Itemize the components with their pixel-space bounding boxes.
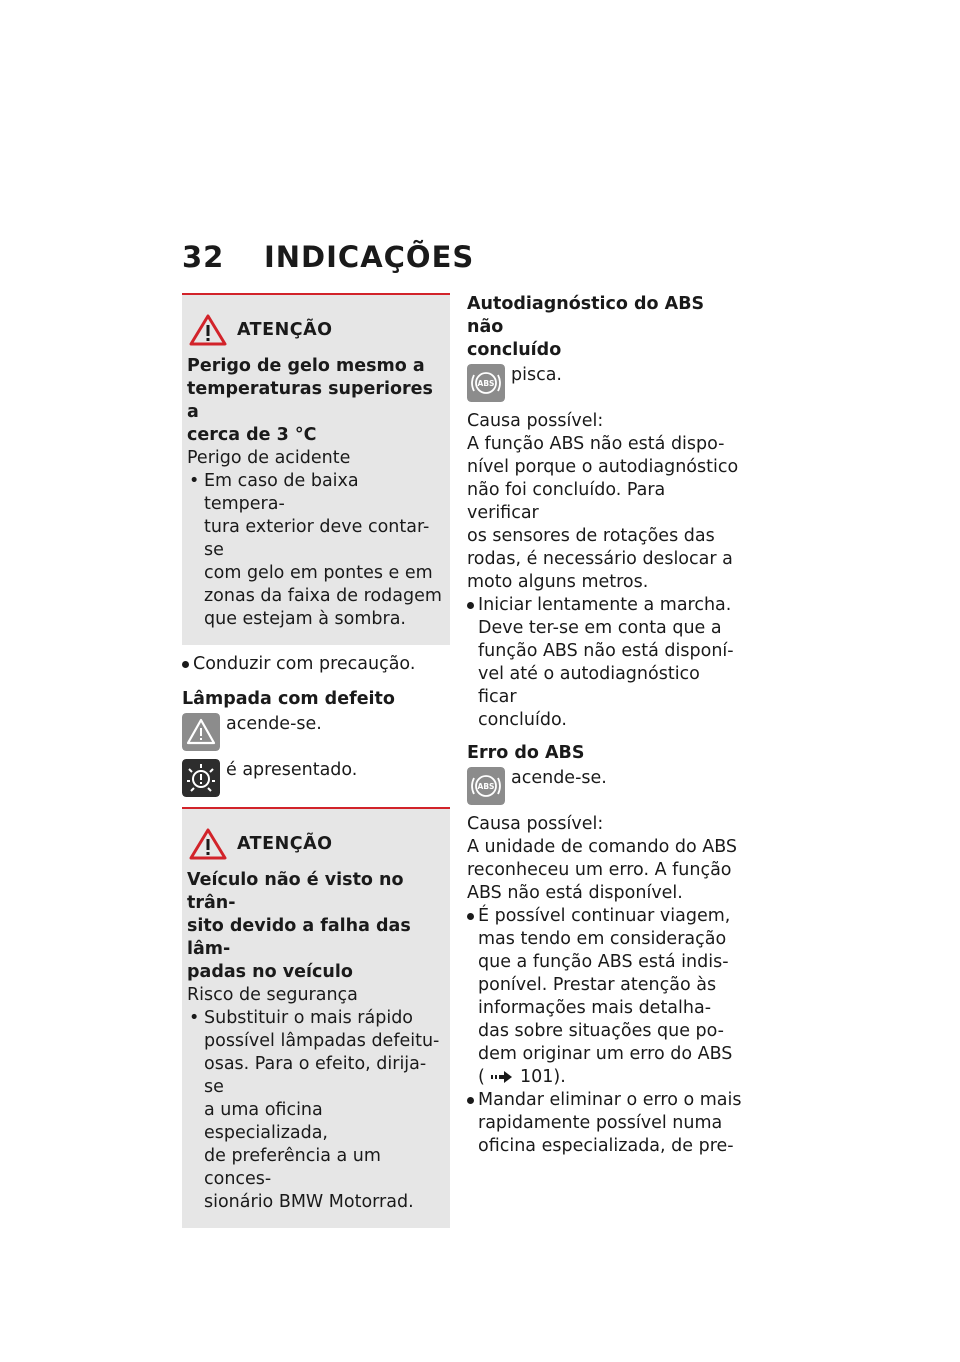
lamp-warning-row [182, 713, 450, 751]
abs-icon-text: ABS [477, 379, 495, 388]
warning-title: Perigo de gelo mesmo a [187, 356, 425, 376]
warning-box-visibility [182, 807, 450, 1228]
warning-box-ice [182, 293, 450, 645]
warning-bullet-cont: que estejam à sombra. [204, 609, 406, 629]
warning-bullet-cont: a uma oficina especializada, [204, 1100, 328, 1143]
warning-label: ATENÇÃO [237, 319, 333, 340]
cause-text: reconheceu um erro. A função [467, 860, 732, 880]
warning-triangle-icon [187, 827, 229, 861]
cause-text: rodas, é necessário deslocar a [467, 549, 733, 569]
warning-subtitle: Risco de segurança [187, 985, 358, 1005]
abs-status-text: acende-se. [511, 768, 607, 788]
warning-bullet-cont: sionário BMW Motorrad. [204, 1192, 414, 1212]
action-step: Iniciar lentamente a marcha. [467, 594, 742, 617]
cause-text: A unidade de comando do ABS [467, 837, 738, 857]
abs-on-row [467, 767, 742, 805]
warning-bullet-cont: osas. Para o efeito, dirija-se [204, 1054, 427, 1097]
cause-text: moto alguns metros. [467, 572, 649, 592]
warning-bullet-cont: zonas da faixa de rodagem [204, 586, 442, 606]
warning-title: sito devido a falha das lâm- [187, 916, 411, 959]
chapter-title: INDICAÇÕES [264, 240, 475, 274]
page-header [182, 240, 474, 274]
warning-title: Veículo não é visto no trân- [187, 870, 404, 913]
abs-status-text: pisca. [511, 365, 562, 385]
warning-subtitle: Perigo de acidente [187, 448, 351, 468]
warning-bullet-cont: com gelo em pontes e em [204, 563, 433, 583]
action-step-cont: concluído. [478, 710, 567, 730]
page-number: 32 [182, 240, 225, 274]
page-reference-arrow-icon [490, 1070, 514, 1084]
warning-label: ATENÇÃO [237, 833, 333, 854]
cause-text: nível porque o autodiagnóstico [467, 457, 739, 477]
cause-text: ABS não está disponível. [467, 883, 683, 903]
bulb-fault-icon [182, 759, 220, 797]
action-step-cont: das sobre situações que po- [478, 1021, 724, 1041]
abs-flash-row [467, 364, 742, 402]
action-step-cont: informações mais detalha- [478, 998, 712, 1018]
cause-text: não foi concluído. Para verificar [467, 480, 666, 523]
cause-text: A função ABS não está dispo- [467, 434, 725, 454]
ref-page-number: 101). [519, 1067, 566, 1087]
warning-title: padas no veículo [187, 962, 353, 982]
bulb-fault-row [182, 759, 450, 797]
warning-title: cerca de 3 °C [187, 425, 317, 445]
ref-open-paren: ( [478, 1067, 485, 1087]
action-step-cont: ponível. Prestar atenção às [478, 975, 717, 995]
action-step-cont: rapidamente possível numa [478, 1113, 723, 1133]
action-step: É possível continuar viagem, [467, 905, 742, 928]
warning-triangle-icon [187, 313, 229, 347]
abs-selftest-title: concluído [467, 340, 562, 360]
warning-bullet-cont: de preferência a um conces- [204, 1146, 381, 1189]
action-step: Conduzir com precaução. [182, 653, 450, 676]
abs-lamp-icon [467, 364, 505, 402]
abs-icon-text: ABS [477, 782, 495, 791]
page-reference[interactable] [467, 1066, 742, 1089]
left-column [182, 293, 450, 1236]
action-step-cont: Deve ter-se em conta que a [478, 618, 722, 638]
warning-header [187, 313, 444, 347]
action-step-cont: função ABS não está disponí- [478, 641, 734, 661]
warning-bullet-cont: possível lâmpadas defeitu- [204, 1031, 440, 1051]
cause-label: Causa possível: [467, 814, 604, 834]
action-step: Mandar eliminar o erro o mais [467, 1089, 742, 1112]
warning-bullet: • Em caso de baixa tempera- [187, 470, 444, 516]
bulb-status-text: é apresentado. [226, 760, 358, 780]
abs-lamp-icon [467, 767, 505, 805]
abs-error-title: Erro do ABS [467, 743, 585, 763]
action-step-cont: dem originar um erro do ABS [478, 1044, 733, 1064]
cause-text: os sensores de rotações das [467, 526, 715, 546]
warning-bullet-cont: tura exterior deve contar-se [204, 517, 430, 560]
warning-title: temperaturas superiores a [187, 379, 433, 422]
lamp-section-title: Lâmpada com defeito [182, 689, 395, 709]
cause-label: Causa possível: [467, 411, 604, 431]
warning-bullet: • Substituir o mais rápido [187, 1007, 444, 1030]
action-step-cont: que a função ABS está indis- [478, 952, 729, 972]
abs-selftest-title: Autodiagnóstico do ABS não [467, 294, 705, 337]
action-step-cont: oficina especializada, de pre- [478, 1136, 734, 1156]
general-warning-lamp-icon [182, 713, 220, 751]
right-column [467, 293, 742, 1158]
lamp-status-text: acende-se. [226, 714, 322, 734]
warning-header [187, 827, 444, 861]
action-step-cont: vel até o autodiagnóstico ficar [478, 664, 700, 707]
action-step-cont: mas tendo em consideração [478, 929, 727, 949]
